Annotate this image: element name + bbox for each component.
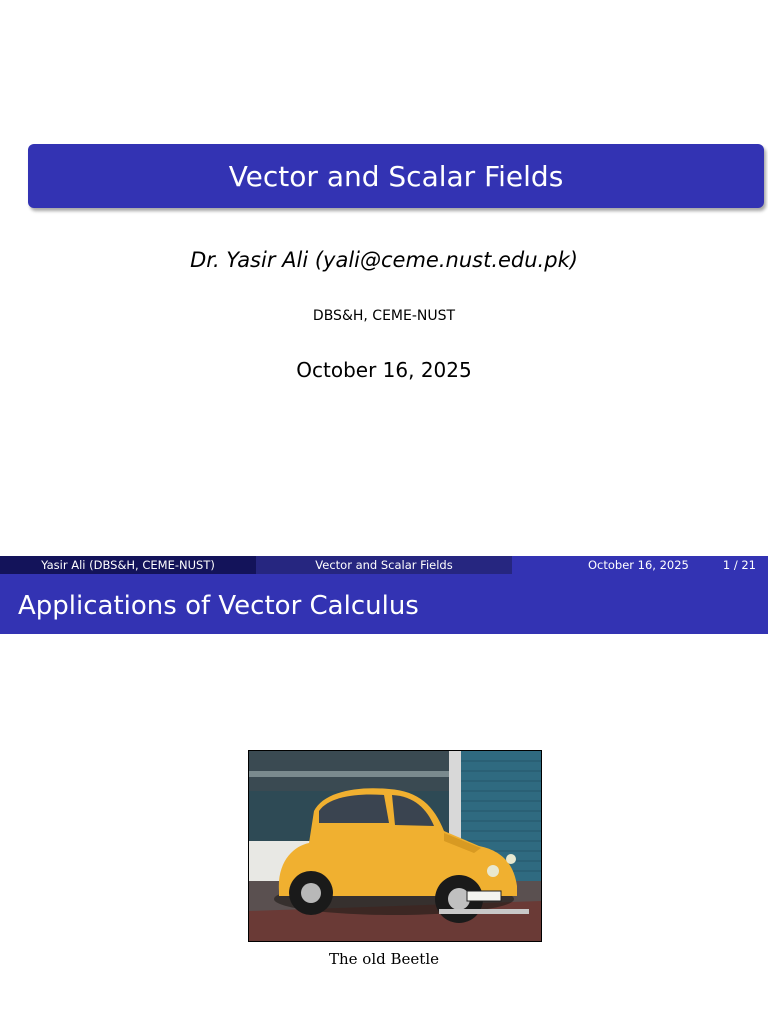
footline-page-number: 1 / 21 xyxy=(722,558,756,572)
beetle-car-illustration xyxy=(249,751,541,941)
content-slide xyxy=(0,574,768,1024)
institute: DBS&H, CEME-NUST xyxy=(312,308,456,324)
presentation-title: Vector and Scalar Fields xyxy=(228,159,564,193)
author: Dr. Yasir Ali (yali@ceme.nust.edu.pk) xyxy=(190,248,578,272)
footline xyxy=(0,556,768,574)
footline-right xyxy=(512,556,768,574)
title-box xyxy=(28,144,764,208)
footline-author: Yasir Ali (DBS&H, CEME-NUST) xyxy=(0,556,256,574)
presentation-date: October 16, 2025 xyxy=(296,358,472,382)
figure-caption: The old Beetle xyxy=(329,950,439,968)
beetle-photo xyxy=(248,750,542,942)
footline-date: October 16, 2025 xyxy=(587,558,689,572)
frame-title: Applications of Vector Calculus xyxy=(0,574,768,634)
footline-title: Vector and Scalar Fields xyxy=(256,556,512,574)
